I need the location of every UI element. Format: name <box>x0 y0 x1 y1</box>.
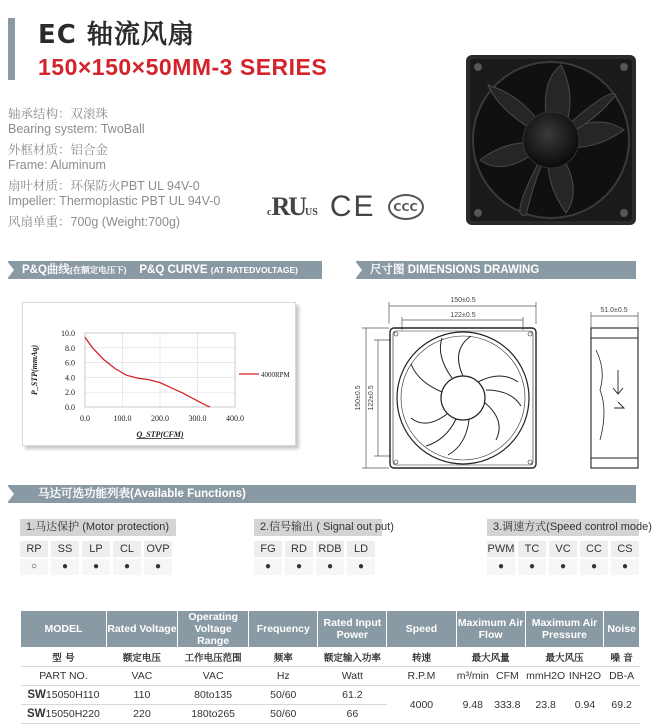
table-units-row: PART NO. VAC VAC Hz Watt R.P.M m³/min CFM mmH2O INH2O DB-A <box>21 667 640 686</box>
header-air-pressure: Maximum Air Pressure <box>525 611 604 648</box>
option-lp: LP ● <box>82 541 110 575</box>
option-rd: RD ● <box>285 541 313 575</box>
dim-depth: 51.0±0.5 <box>600 307 628 314</box>
spec-bearing-en: Bearing system: TwoBall <box>8 122 145 136</box>
option-ss: SS ● <box>51 541 79 575</box>
motor-protection-options <box>20 541 172 575</box>
legend-label: 4000RPM <box>261 371 290 379</box>
dimensions-section-bar: 尺寸图 DIMENSIONS DRAWING <box>356 261 636 279</box>
option-cc: CC ● <box>580 541 608 575</box>
header-model: MODEL <box>21 611 107 648</box>
table-row: SW15050H220 220 180to265 50/60 66 <box>21 705 640 724</box>
x-tick-label: 0.0 <box>80 414 90 423</box>
y-tick-label: 10.0 <box>61 329 75 338</box>
functions-section-bar: 马达可选功能列表(Available Functions) <box>8 485 636 503</box>
y-tick-label: 6.0 <box>65 358 75 368</box>
y-axis-label: P_STP(mmAq) <box>30 344 39 396</box>
spec-table <box>20 610 640 724</box>
x-tick-label: 200.0 <box>151 414 169 423</box>
title-accent-bar <box>8 18 15 80</box>
speed-control-options <box>487 541 639 575</box>
option-ovp: OVP ● <box>144 541 172 575</box>
option-tc: TC ● <box>518 541 546 575</box>
option-fg: FG ● <box>254 541 282 575</box>
signal-output-header: 2.信号输出 ( Signal out put) <box>254 519 382 536</box>
ccc-logo: CCC <box>388 194 424 220</box>
series-title: 150×150×50MM-3 SERIES <box>38 54 328 80</box>
spec-bearing-cn: 轴承结构：双滚珠 <box>8 107 109 121</box>
header-speed: Speed <box>387 611 456 648</box>
spec-weight: 风扇单重：700g (Weight:700g) <box>8 215 181 229</box>
y-tick-label: 0.0 <box>65 403 75 412</box>
dim-outer-width: 150±0.5 <box>450 297 476 304</box>
y-tick-label: 4.0 <box>65 373 75 383</box>
spec-impeller-cn: 扇叶材质：环保防火PBT UL 94V-0 <box>8 179 200 193</box>
dim-outer-height: 150±0.5 <box>355 385 362 411</box>
table-row: SW15050H110 110 80to135 50/60 61.2 4000 9.48 333.8 23.8 0.94 69.2 <box>21 686 640 705</box>
certification-logos <box>267 190 424 224</box>
table-cn-row: 型 号 额定电压 工作电压范围 频率 额定输入功率 转速 最大风量 最大风压 噪 音 <box>21 648 640 667</box>
header-noise: Noise <box>604 611 640 648</box>
dim-inner-width: 122±0.5 <box>450 312 476 319</box>
motor-protection-header: 1.马达保护 (Motor protection) <box>20 519 176 536</box>
pq-chart <box>23 303 297 447</box>
spec-frame-en: Frame: Aluminum <box>8 158 106 172</box>
y-tick-label: 8.0 <box>65 343 75 353</box>
page-title: EC 轴流风扇 <box>38 20 195 50</box>
x-axis-label: Q_STP(CFM) <box>136 430 184 439</box>
option-rdb: RDB ● <box>316 541 344 575</box>
pq-curve-section-bar: P&Q曲线(在额定电压下) P&Q CURVE (AT RATEDVOLTAGE) <box>8 261 322 279</box>
x-tick-label: 400.0 <box>226 414 244 423</box>
x-tick-label: 300.0 <box>188 414 207 423</box>
header-frequency: Frequency <box>249 611 318 648</box>
header-operating-range: Operating Voltage Range <box>178 611 249 648</box>
dim-inner-height: 122±0.5 <box>368 385 375 411</box>
option-vc: VC ● <box>549 541 577 575</box>
signal-output-options <box>254 541 375 575</box>
option-cs: CS ● <box>611 541 639 575</box>
table-header-row <box>21 611 640 648</box>
header-rated-voltage: Rated Voltage <box>106 611 177 648</box>
speed-control-header: 3.调速方式(Speed control mode) <box>487 519 639 536</box>
pq-chart-card <box>22 302 296 446</box>
dimensions-drawing <box>356 290 654 472</box>
option-rp: RP ○ <box>20 541 48 575</box>
fan-photo <box>466 55 636 225</box>
ce-logo: CE <box>329 190 376 223</box>
option-pwm: PWM ● <box>487 541 515 575</box>
spec-frame-cn: 外框材质：铝合金 <box>8 143 109 157</box>
option-cl: CL ● <box>113 541 141 575</box>
ul-logo: cRUUS <box>267 192 318 221</box>
spec-impeller-en: Impeller: Thermoplastic PBT UL 94V-0 <box>8 194 221 208</box>
x-tick-label: 100.0 <box>113 414 132 423</box>
option-ld: LD ● <box>347 541 375 575</box>
y-tick-label: 2.0 <box>65 388 75 398</box>
header-air-flow: Maximum Air Flow <box>456 611 525 648</box>
header-input-power: Rated Input Power <box>318 611 387 648</box>
